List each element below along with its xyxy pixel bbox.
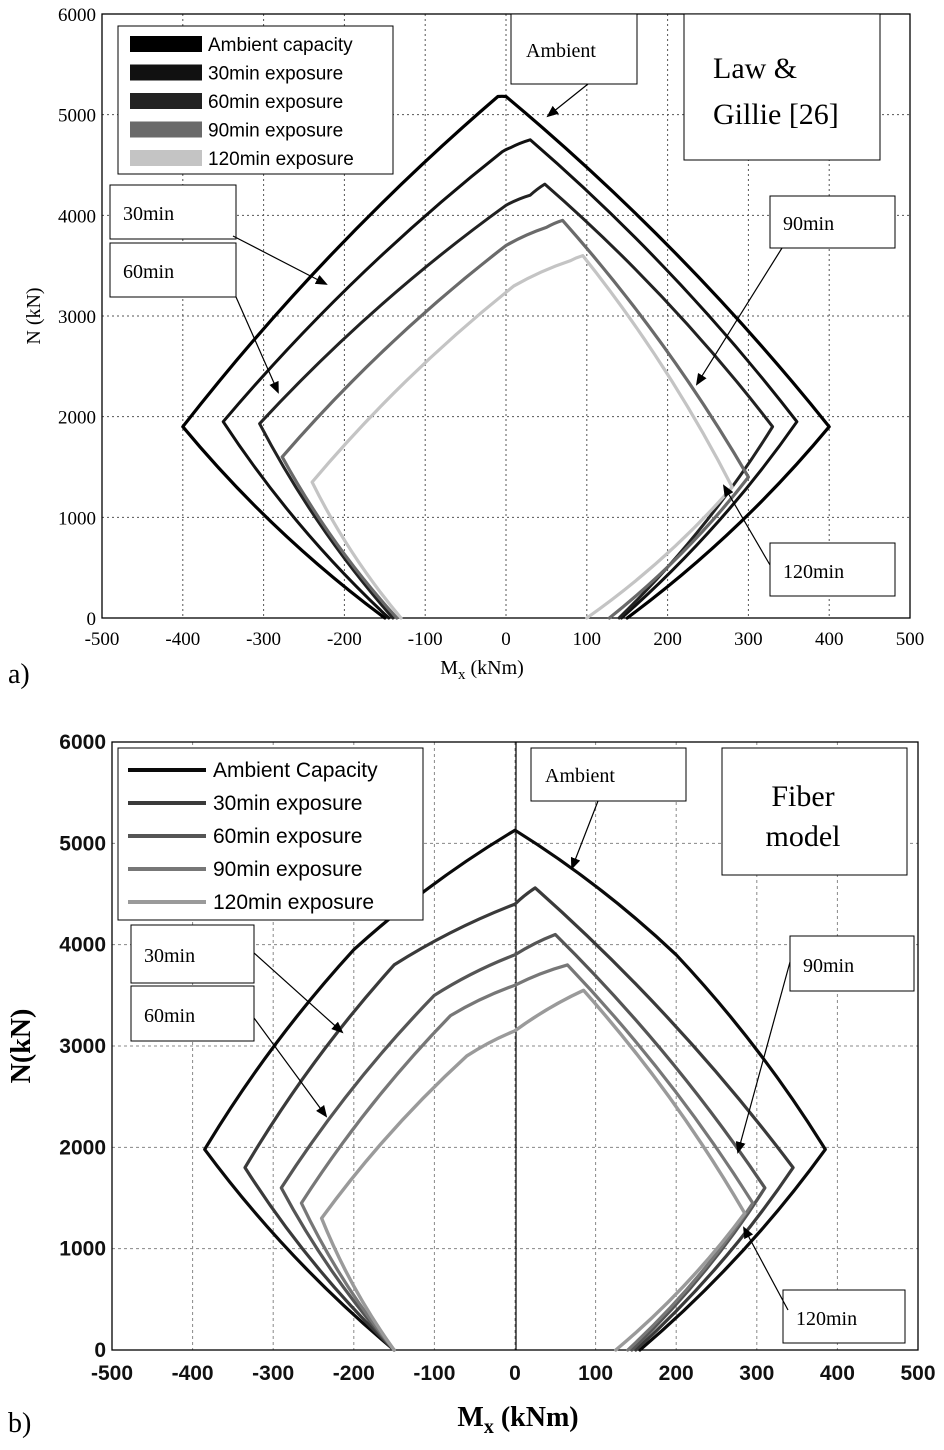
annotation-ambient-label-b: Ambient [545,765,615,787]
x-tick-label: 500 [900,1362,936,1385]
panel-b-title-box [722,748,907,875]
x-tick-label: -200 [326,629,362,650]
y-tick-label: 3000 [58,307,96,328]
panel-a-label: a) [8,659,30,690]
x-tick-label: -500 [90,1362,134,1385]
annotation-60min-arrow [236,297,278,392]
panel-b-label: b) [8,1408,32,1439]
x-tick-label: -500 [84,629,120,650]
annotation-30min-arrow-b [254,953,342,1032]
x-tick-label: 300 [739,1362,775,1385]
x-tick-label: 200 [653,629,682,650]
x-tick-label: 100 [578,1362,614,1385]
legend-label: 120min exposure [213,891,375,914]
annotation-ambient-arrow [548,84,588,116]
y-tick-label: 2000 [59,1136,106,1160]
annotation-120min-label-b: 120min [796,1308,858,1330]
panel-a-annotation-90min [697,196,895,384]
legend-swatch [130,122,202,138]
x-tick-label: 0 [501,629,511,650]
panel-b-title-line-1: Fiber [771,780,835,813]
y-tick-label: 1000 [58,508,96,530]
x-tick-label: -300 [246,629,282,650]
y-tick-label: 3000 [59,1035,106,1058]
y-tick-label: 5000 [58,105,96,127]
x-tick-label: 0 [509,1362,521,1385]
panel-a-title-line-2: Gillie [26] [713,98,839,131]
panel-b-annotation-90min [738,936,914,1152]
y-tick-label: 6000 [59,731,106,754]
annotation-90min-label: 90min [783,213,835,235]
annotation-30min-label-b: 30min [144,945,196,967]
legend-label: Ambient Capacity [213,759,378,782]
legend-swatch [130,150,202,166]
x-tick-label: 100 [572,629,602,650]
legend-label: 90min exposure [208,120,344,142]
y-tick-label: 5000 [59,832,106,856]
y-tick-label: 6000 [58,5,96,26]
panel-a-annotation-ambient [511,14,637,116]
panel-b-title-line-2: model [765,820,841,853]
legend-label: 30min exposure [208,63,344,85]
panel-a [8,5,924,690]
panel-a-xlabel: $M_x$ (kNm) [440,657,524,683]
annotation-120min-label: 120min [783,561,845,583]
x-tick-label: 400 [814,629,844,650]
panel-b-annotation-120min [744,1228,905,1343]
x-tick-label: -100 [407,629,443,650]
x-tick-label: 500 [895,629,925,650]
legend-label: 30min exposure [213,792,363,815]
panel-b-annotation-60min [131,986,326,1116]
panel-b-xlabel: $M_x$ (kNm) [457,1402,579,1438]
annotation-ambient-label: Ambient [526,40,596,62]
panel-a-annotation-60min [110,243,278,392]
legend-label: 60min exposure [213,825,363,848]
annotation-90min-arrow-b [738,962,790,1152]
annotation-30min-label: 30min [123,203,175,225]
panel-b [6,731,936,1439]
y-tick-label: 4000 [59,933,106,957]
x-tick-label: 300 [734,629,763,650]
y-tick-label: 0 [86,609,96,630]
panel-a-legend [118,26,393,174]
panel-b-ylabel: N(kN) [6,1008,37,1084]
x-tick-label: 400 [819,1362,855,1385]
panel-b-legend [118,748,423,920]
x-tick-label: -300 [252,1362,295,1385]
x-tick-label: -400 [171,1362,214,1385]
panel-a-annotation-120min [724,486,895,596]
legend-swatch [130,36,202,52]
panel-b-annotation-ambient [531,748,686,868]
legend-label: 120min exposure [208,149,354,170]
annotation-120min-arrow-b [744,1228,788,1310]
legend-swatch [130,93,202,109]
annotation-60min-label: 60min [123,261,175,283]
panel-a-title-line-1: Law & [713,52,798,85]
annotation-60min-label-b: 60min [144,1005,196,1027]
series-line-90min-exposure [282,220,748,618]
annotation-60min-arrow-b [254,1018,326,1116]
x-tick-label: -100 [413,1362,456,1385]
y-tick-label: 4000 [58,206,96,228]
x-tick-label: -200 [332,1362,375,1385]
annotation-30min-arrow [233,236,326,284]
annotation-90min-label-b: 90min [803,955,855,977]
y-tick-label: 0 [94,1339,106,1362]
x-tick-label: 200 [658,1362,694,1385]
x-tick-label: -400 [165,629,201,650]
panel-a-title-box [684,14,880,160]
legend-label: 60min exposure [208,92,344,113]
y-tick-label: 2000 [58,407,96,429]
y-tick-label: 1000 [59,1237,106,1261]
panel-a-ylabel: N (kN) [23,287,45,345]
legend-label: 90min exposure [213,858,363,881]
annotation-ambient-arrow-b [572,801,598,868]
series-line-30min-exposure [223,140,797,618]
legend-label: Ambient capacity [208,35,353,56]
legend-swatch [130,65,202,81]
